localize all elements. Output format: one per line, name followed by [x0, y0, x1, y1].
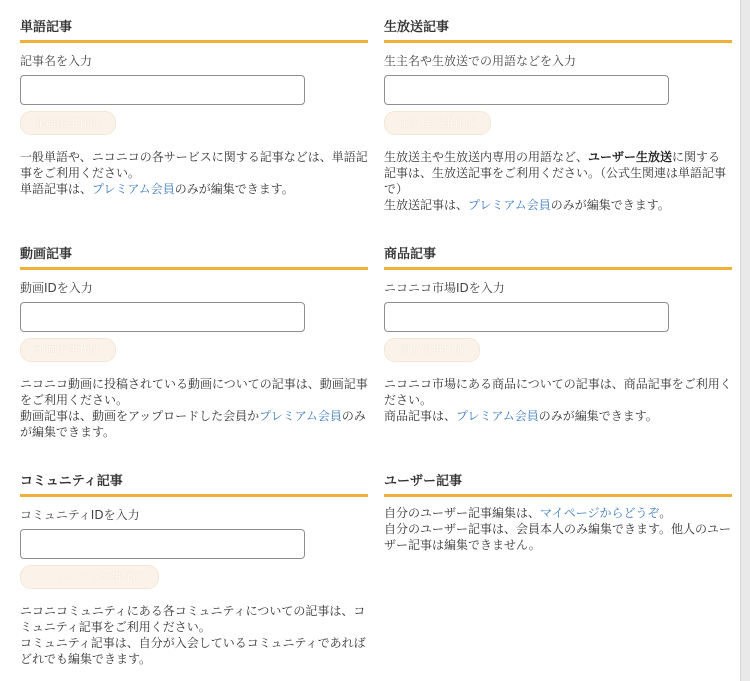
desc-line: コミュニティ記事は、自分が入会しているコミュニティであればどれでも編集できます。 — [20, 636, 366, 666]
desc-line: ニコニコ動画に投稿されている動画についての記事は、動画記事をご利用ください。 — [20, 377, 368, 407]
desc-line: 自分のユーザー記事は、会員本人のみ編集できます。他人のユーザー記事は編集できません。 — [384, 522, 732, 552]
input-label: ニコニコ市場IDを入力 — [384, 281, 505, 295]
section-tango — [20, 19, 368, 197]
section-namahousou — [384, 19, 732, 213]
section-description — [384, 376, 732, 424]
create-namahousou-article-button[interactable]: 生放送記事作成 — [384, 111, 491, 135]
desc-line: ニコニコミュニティにある各コミュニティについての記事は、コミュニティ記事をご利用ください。 — [20, 604, 366, 634]
douga-id-input[interactable] — [20, 302, 305, 332]
desc-line: 一般単語や、ニコニコの各サービスに関する記事などは、単語記事をご利用ください。 — [20, 150, 368, 180]
community-id-input[interactable] — [20, 529, 305, 559]
premium-member-link[interactable]: プレミアム会員 — [456, 409, 539, 423]
desc-line: のみが編集できます。 — [20, 409, 366, 439]
create-douga-article-button[interactable]: 動画記事作成 — [20, 338, 116, 362]
input-label: 記事名を入力 — [20, 54, 93, 68]
section-title: 単語記事 — [20, 19, 368, 43]
input-label: コミュニティIDを入力 — [20, 508, 140, 522]
desc-line: に関する記事は、生放送記事をご利用ください。（公式生関連は単語記事で） — [384, 150, 727, 196]
premium-member-link[interactable]: プレミアム会員 — [468, 198, 551, 212]
section-title: コミュニティ記事 — [20, 473, 368, 497]
section-description — [384, 505, 732, 553]
desc-line: のみが編集できます。 — [174, 182, 294, 196]
input-label: 生主名や生放送での用語などを入力 — [384, 54, 577, 68]
desc-line: 動画記事は、動画をアップロードした会員か — [20, 409, 260, 423]
create-shouhin-article-button[interactable]: 商品記事作成 — [384, 338, 480, 362]
section-title: ユーザー記事 — [384, 473, 732, 497]
section-community — [20, 473, 368, 667]
section-douga — [20, 246, 368, 440]
section-description — [20, 149, 368, 197]
premium-member-link[interactable]: プレミアム会員 — [259, 409, 342, 423]
section-shouhin — [384, 246, 732, 424]
desc-line: 。 — [659, 506, 672, 520]
mypage-link[interactable]: マイページからどうぞ — [540, 506, 660, 520]
desc-line: 生放送主や生放送内専用の用語など、 — [384, 150, 589, 164]
section-description — [20, 376, 368, 440]
shouhin-id-input[interactable] — [384, 302, 669, 332]
desc-line: のみが編集できます。 — [550, 198, 670, 212]
tango-article-name-input[interactable] — [20, 75, 305, 105]
desc-line: 自分のユーザー記事編集は、 — [384, 506, 541, 520]
section-title: 動画記事 — [20, 246, 368, 270]
desc-line: 生放送記事は、 — [384, 198, 469, 212]
desc-line: 商品記事は、 — [384, 409, 457, 423]
desc-line: ニコニコ市場にある商品についての記事は、商品記事をご利用ください。 — [384, 377, 732, 407]
desc-line: のみが編集できます。 — [538, 409, 658, 423]
section-title: 生放送記事 — [384, 19, 732, 43]
section-description — [384, 149, 732, 213]
premium-member-link[interactable]: プレミアム会員 — [92, 182, 175, 196]
desc-line: 単語記事は、 — [20, 182, 93, 196]
section-user — [384, 473, 732, 553]
create-community-article-button[interactable]: コミュニティ記事作成 — [20, 565, 159, 589]
section-description — [20, 603, 368, 667]
create-tango-article-button[interactable]: 単語記事作成 — [20, 111, 116, 135]
input-label: 動画IDを入力 — [20, 281, 93, 295]
scrollbar[interactable] — [740, 0, 750, 681]
namahousou-term-input[interactable] — [384, 75, 669, 105]
desc-emphasis: ユーザー生放送 — [588, 150, 673, 164]
section-title: 商品記事 — [384, 246, 732, 270]
